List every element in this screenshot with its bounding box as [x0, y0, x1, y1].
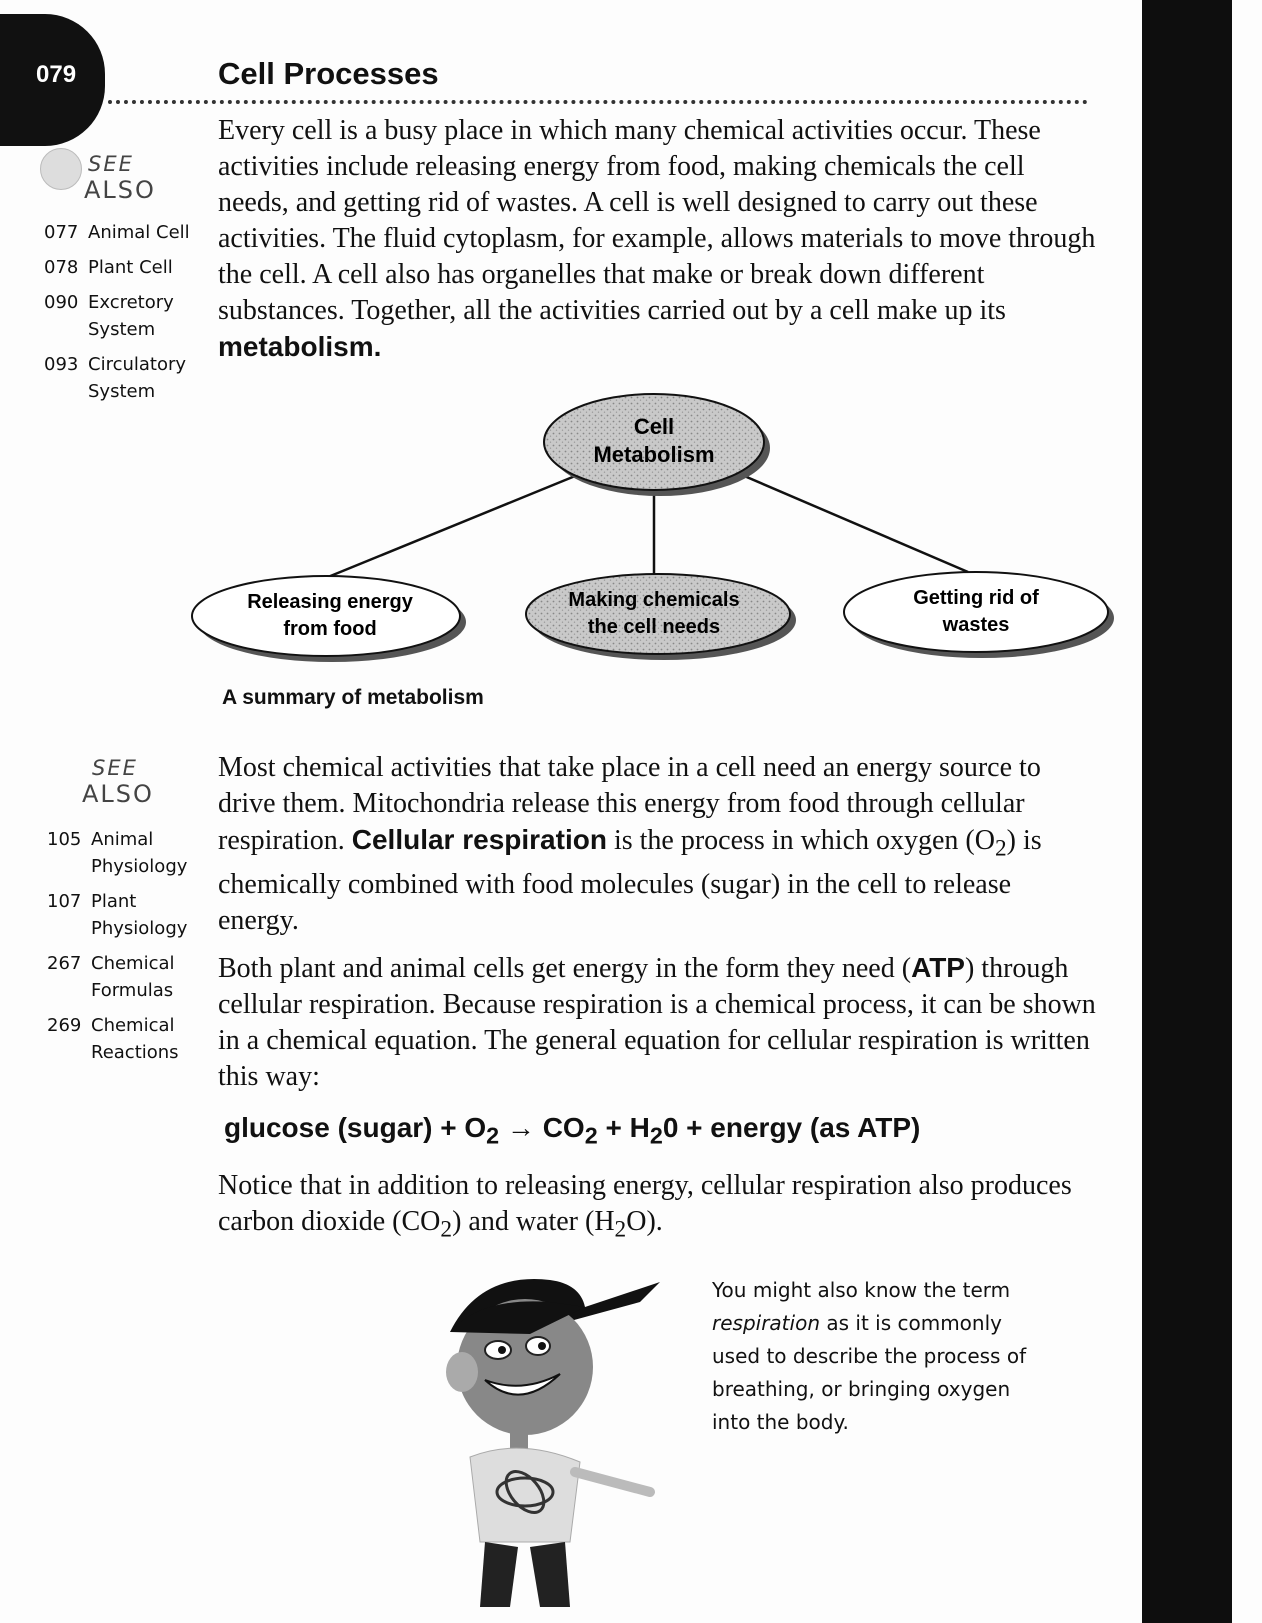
- section-number-tab: [0, 14, 105, 146]
- cross-reference-item[interactable]: 107 Plant Physiology: [47, 891, 188, 939]
- diagram-caption: A summary of metabolism: [222, 686, 484, 709]
- respiration-equation: glucose (sugar) + $O_2 \to CO_2 + H_20$ + energy (as ATP): [224, 1112, 921, 1149]
- see-also-heading-top: [40, 148, 200, 208]
- also-label: ALSO: [82, 780, 154, 808]
- term-atp: ATP: [911, 952, 965, 983]
- left-node-label-1: Releasing energy: [247, 591, 413, 613]
- cross-reference-item[interactable]: 078 Plant Cell: [44, 257, 173, 278]
- right-node-label-1: Getting rid of: [913, 587, 1039, 609]
- also-label: ALSO: [84, 176, 156, 204]
- center-node: [544, 394, 770, 496]
- right-node-label-2: wastes: [942, 614, 1010, 636]
- respiration-paragraph-3: Notice that in addition to releasing energy, cellular respiration also produces carbon dioxide $(CO_2)$ and water $(H_2O)$.: [218, 1170, 1072, 1243]
- side-note: You might also know the term respiration as it is commonly used to describe the process of breathing, or bringing oxygen into the body.: [712, 1278, 1027, 1434]
- connector-left: [328, 474, 580, 577]
- see-label: SEE: [92, 756, 138, 780]
- middle-node: [526, 574, 796, 660]
- cross-reference-item[interactable]: 090 Excretory System: [44, 292, 174, 340]
- cross-reference-item[interactable]: 093 Circulatory System: [44, 354, 187, 402]
- center-node-label-2: Metabolism: [593, 442, 715, 467]
- right-node: [844, 572, 1114, 658]
- respiration-paragraph-2: Both plant and animal cells get energy in the form they need (ATP) through cellular respiration. Because respiration is a chemical process, it can be shown in a chemical equation. The general equation for cellular respiration is written this way:: [218, 952, 1096, 1092]
- term-metabolism: metabolism.: [218, 331, 382, 362]
- dotted-divider: [108, 100, 1088, 104]
- intro-paragraph: Every cell is a busy place in which many chemical activities occur. These activities include releasing energy from food, making chemicals the cell needs, and getting rid of wastes. A cell is well designed to carry out these activities. The fluid cytoplasm, for example, allows materials to move through the cell. A cell also has organelles that make or break down different substances. Together, all the activities carried out by a cell make up its metabolism.: [218, 115, 1096, 362]
- term-respiration: respiration: [712, 1311, 820, 1335]
- term-cellular-respiration: Cellular respiration: [351, 824, 607, 855]
- cross-reference-list-top: [44, 219, 218, 413]
- see-also-circle-icon: [40, 148, 82, 190]
- left-node-label-2: from food: [283, 618, 377, 640]
- cross-reference-list-bottom: [47, 826, 188, 1074]
- cross-reference-item[interactable]: 267 Chemical Formulas: [47, 953, 175, 1001]
- see-label: SEE: [88, 152, 134, 176]
- cross-reference-item[interactable]: 105 Animal Physiology: [47, 829, 188, 877]
- cross-reference-item[interactable]: 269 Chemical Reactions: [47, 1015, 179, 1063]
- page-title: Cell Processes: [218, 56, 439, 91]
- cross-reference-item[interactable]: 077 Animal Cell: [44, 222, 190, 243]
- connector-right: [735, 472, 968, 572]
- center-node-label-1: Cell: [633, 414, 675, 439]
- respiration-paragraph-1: Most chemical activities that take place in a cell need an energy source to drive them. Mitochondria release this energy from food through cellular respiration. Cellular respiration is the process in which oxygen $(O_2)$ is chemically combined with food molecules (sugar) in the cell to release energy.: [218, 752, 1042, 936]
- cartoon-character-illustration: [410, 1262, 710, 1622]
- see-also-heading-bottom: [40, 756, 200, 816]
- middle-node-label-1: Making chemicals: [568, 589, 740, 611]
- left-node: [192, 576, 466, 662]
- middle-node-label-2: the cell needs: [587, 616, 721, 638]
- metabolism-concept-diagram: [180, 390, 1120, 680]
- page-edge-bar: [1142, 0, 1232, 1623]
- section-number: 079: [36, 61, 77, 88]
